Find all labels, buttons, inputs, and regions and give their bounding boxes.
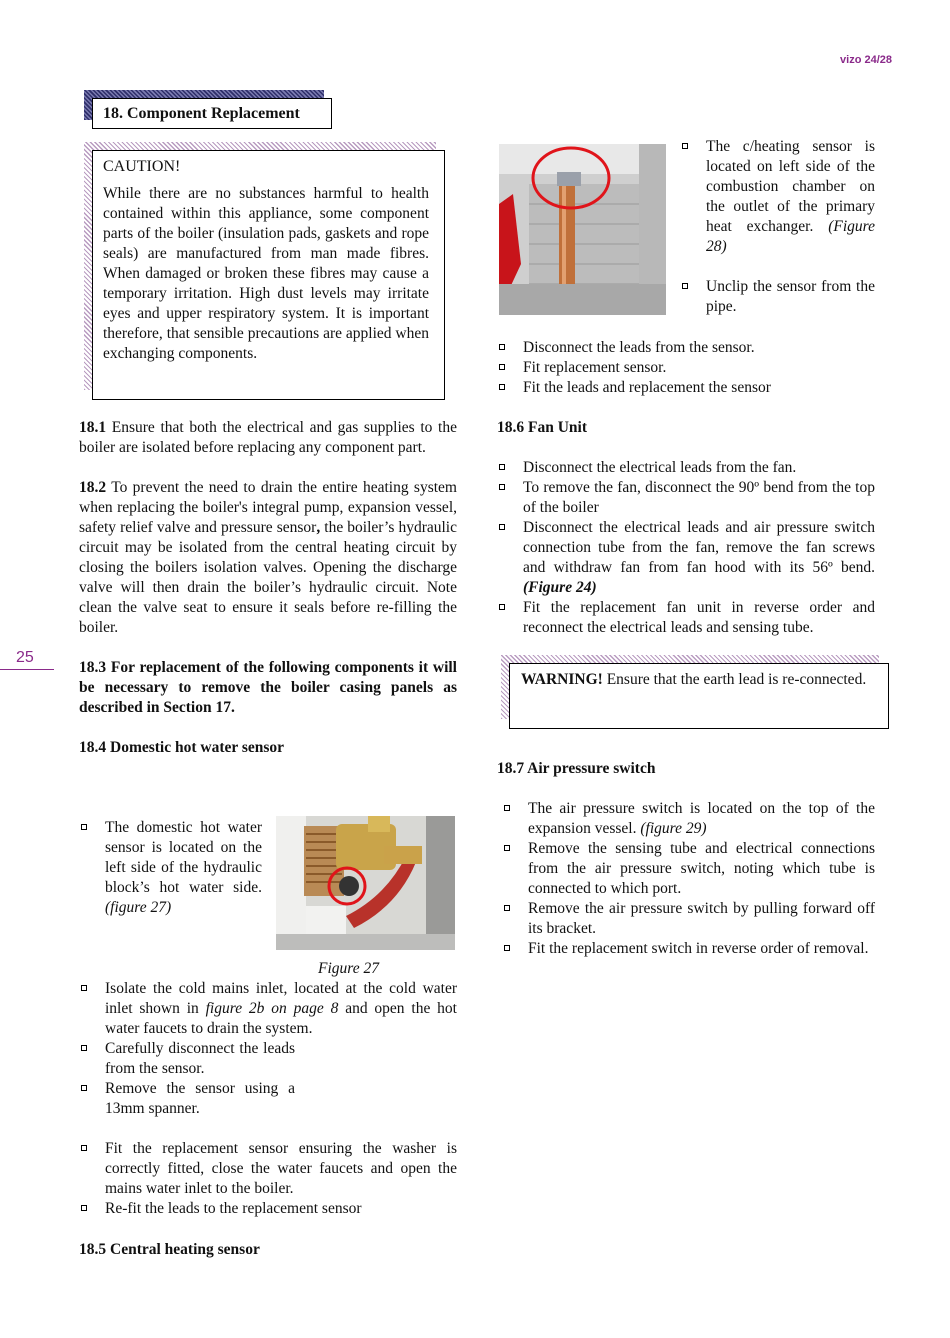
fan-steps-list xyxy=(497,458,875,638)
list-item: Unclip the sensor from the pipe. xyxy=(680,277,875,317)
list-item: Fit the leads and replacement the sensor xyxy=(497,378,875,398)
page-number-rule xyxy=(0,669,54,670)
ch-sensor-side-list xyxy=(680,137,875,317)
central-heating-sensor-image xyxy=(499,144,666,315)
bullet-square-icon xyxy=(81,824,87,830)
list-item: The c/heating sensor is located on left side of the combustion chamber on the outlet of the primary heat exchanger. (Figure 28) xyxy=(680,137,875,257)
paragraph-18-2-text-b: the boiler’s hydraulic circuit may be isolated from the central heating circuit by closing the boilers isolation valves. Opening the discharge valve will then drain the boiler’s hydraulic circuit. Note clean the valve seat to ensure it seals before re-filling the boiler. xyxy=(79,519,457,636)
warning-title: WARNING! xyxy=(521,671,603,688)
dhw-intro-list xyxy=(79,818,262,918)
list-item: Isolate the cold mains inlet, located at the cold water inlet shown in figure 2b on page 8 and open the hot water faucets to drain the system. xyxy=(79,979,457,1039)
list-item: Fit the replacement switch in reverse order of removal. xyxy=(502,939,875,959)
figure-27-caption: Figure 27 xyxy=(318,960,379,977)
bullet-square-icon xyxy=(504,845,510,851)
paragraph-18-1 xyxy=(79,418,457,458)
bullet-square-icon xyxy=(499,384,505,390)
section-title-box xyxy=(92,98,332,129)
paragraph-18-1-number: 18.1 xyxy=(79,419,107,436)
list-item: Fit replacement sensor. xyxy=(497,358,875,378)
bullet-square-icon xyxy=(81,1205,87,1211)
heading-18-7: 18.7 Air pressure switch xyxy=(497,760,656,777)
bullet-square-icon xyxy=(504,945,510,951)
bullet-square-icon xyxy=(81,1045,87,1051)
list-item: Carefully disconnect the leads from the sensor. xyxy=(79,1039,295,1079)
dhw-steps-list xyxy=(79,979,457,1219)
left-column xyxy=(79,418,457,758)
paragraph-18-1-text: Ensure that both the electrical and gas supplies to the boiler are isolated before replacing any component part. xyxy=(79,419,457,456)
list-item: Disconnect the electrical leads from the fan. xyxy=(497,458,875,478)
paragraph-18-3: 18.3 For replacement of the following components it will be necessary to remove the boiler casing panels as described in Section 17. xyxy=(79,659,457,716)
bullet-square-icon xyxy=(682,283,688,289)
bullet-square-icon xyxy=(499,464,505,470)
ch-sensor-steps-list xyxy=(497,338,875,398)
paragraph-18-2-comma: , xyxy=(316,519,321,536)
heading-18-6: 18.6 Fan Unit xyxy=(497,419,587,436)
bullet-square-icon xyxy=(499,484,505,490)
list-item: Fit the replacement sensor ensuring the washer is correctly fitted, close the water faucets and open the mains water inlet to the boiler. xyxy=(79,1139,457,1199)
list-item: To remove the fan, disconnect the 90º bend from the top of the boiler xyxy=(497,478,875,518)
section-title: 18. Component Replacement xyxy=(103,105,300,122)
bullet-square-icon xyxy=(504,805,510,811)
bullet-square-icon xyxy=(499,364,505,370)
paragraph-18-2 xyxy=(79,478,457,638)
bullet-square-icon xyxy=(499,604,505,610)
warning-box xyxy=(509,663,889,729)
bullet-square-icon xyxy=(504,905,510,911)
air-pressure-steps-list xyxy=(502,799,875,959)
heading-18-5: 18.5 Central heating sensor xyxy=(79,1241,260,1258)
warning-body: Ensure that the earth lead is re-connected. xyxy=(602,671,867,688)
bullet-square-icon xyxy=(682,143,688,149)
list-item: Disconnect the electrical leads and air pressure switch connection tube from the fan, remove the fan screws and withdraw fan from fan hood with its 56º bend. (Figure 24) xyxy=(497,518,875,598)
caution-body: While there are no substances harmful to health contained within this appliance, some component parts of the boiler (insulation pads, gaskets and rope seals) are manufactured from man made fibres. When damaged or broken these fibres may cause a temporary irritation. High dust levels may irritate eyes and upper respiratory system. It is important therefore, that sensible precautions are applied when exchanging components. xyxy=(103,185,429,362)
paragraph-18-2-number: 18.2 xyxy=(79,479,107,496)
list-item: Remove the sensor using a 13mm spanner. xyxy=(79,1079,295,1119)
warning-text xyxy=(521,670,876,690)
list-item: The domestic hot water sensor is located on the left side of the hydraulic block’s hot water side. (figure 27) xyxy=(79,818,262,918)
figure-28-photo xyxy=(499,144,666,315)
bullet-square-icon xyxy=(499,344,505,350)
caution-title: CAUTION! xyxy=(103,158,181,175)
list-item: Remove the sensing tube and electrical connections from the air pressure switch, noting which tube is connected to which port. xyxy=(502,839,875,899)
model-header: vizo 24/28 xyxy=(840,54,892,66)
bullet-square-icon xyxy=(499,524,505,530)
list-item: Disconnect the leads from the sensor. xyxy=(497,338,875,358)
list-item: Re-fit the leads to the replacement sensor xyxy=(79,1199,457,1219)
figure-27-photo xyxy=(276,816,455,950)
list-item: The air pressure switch is located on the top of the expansion vessel. (figure 29) xyxy=(502,799,875,839)
page-number: 25 xyxy=(16,649,34,666)
paragraph-18-2-text-a: To prevent the need to drain the entire heating system when replacing the boiler's integral pump, expansion vessel, safety relief valve and pressure sensor xyxy=(79,479,457,536)
caution-box xyxy=(92,150,445,400)
bullet-square-icon xyxy=(81,1085,87,1091)
bullet-square-icon xyxy=(81,985,87,991)
list-item: Fit the replacement fan unit in reverse order and reconnect the electrical leads and sensing tube. xyxy=(497,598,875,638)
heading-18-4: 18.4 Domestic hot water sensor xyxy=(79,739,285,756)
hydraulic-block-image xyxy=(276,816,455,950)
list-item: Remove the air pressure switch by pulling forward off its bracket. xyxy=(502,899,875,939)
bullet-square-icon xyxy=(81,1145,87,1151)
